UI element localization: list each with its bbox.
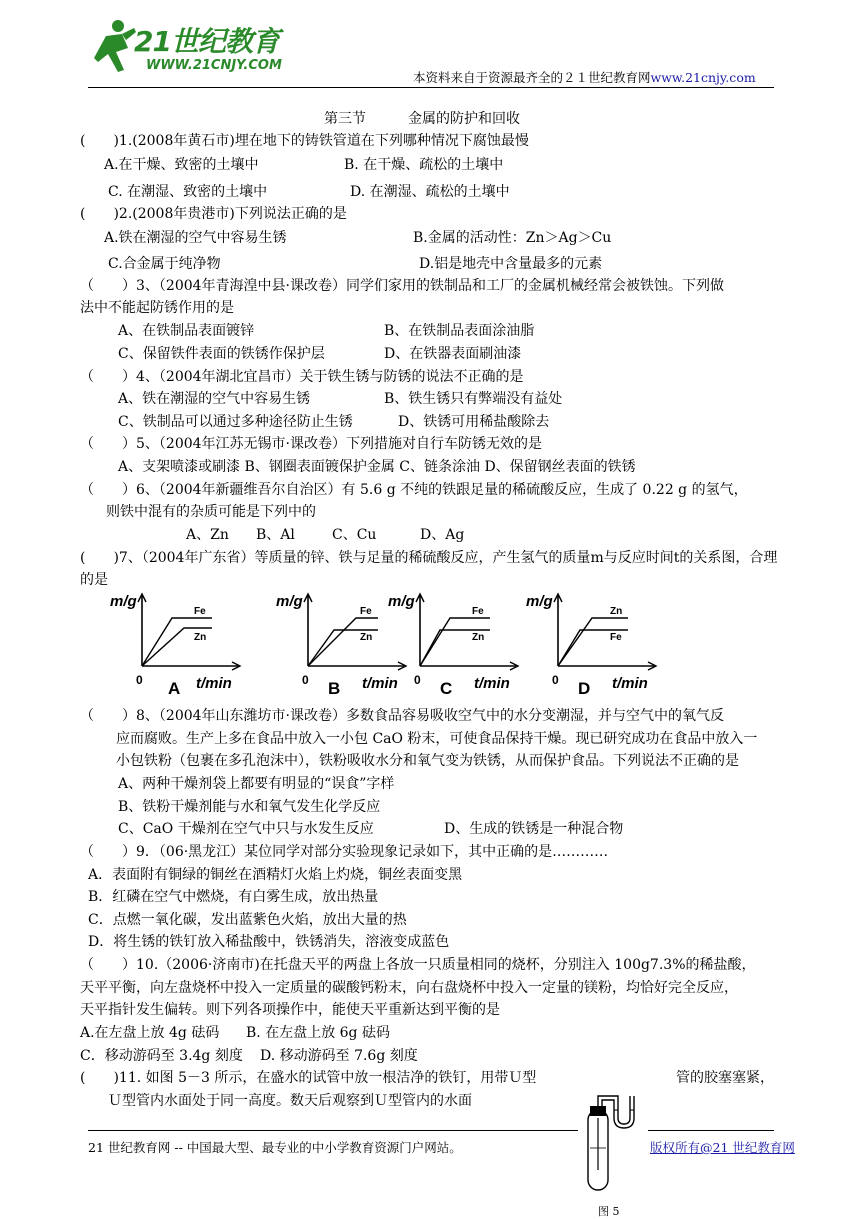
question-9-option-c: C．点燃一氧化碳，发出蓝紫色火焰，放出大量的热 [88, 912, 407, 928]
question-1-option-a: A.在干燥、致密的土壤中 [104, 157, 259, 173]
question-8-cont-2: 小包铁粉（包裹在多孔泡沫中），铁粉吸收水分和氧气变为铁锈，从而保护食品。下列说法不正确的是 [116, 753, 739, 769]
source-link[interactable]: www.21cnjy.com [650, 70, 756, 85]
origin-label: 0 [552, 673, 559, 687]
question-4-option-c: C、铁制品可以通过多种途径防止生锈 [118, 414, 353, 430]
question-3-option-b: B、在铁制品表面涂油脂 [384, 323, 535, 339]
series-label-lower: Zn [194, 632, 207, 643]
footer-copyright-link[interactable]: 版权所有@21 世纪教育网 [650, 1140, 795, 1155]
series-label-lower: Fe [610, 632, 622, 643]
question-3-option-d: D、在铁器表面刷油漆 [384, 346, 522, 362]
footer-text: 21 世纪教育网 -- 中国最大型、最专业的中小学教育资源门户网站。 [88, 1140, 462, 1155]
question-11-tail: 管的胶塞塞紧， [676, 1070, 774, 1086]
question-7-cont: 的是 [80, 572, 108, 588]
u-tube-figure [578, 1088, 658, 1216]
header-note-text: 本资料来自于资源最齐全的２１世纪教育网 [413, 70, 651, 85]
question-6-option-d: D、Ag [420, 527, 465, 543]
graph-d [518, 588, 658, 700]
y-axis-label: m/g [110, 593, 137, 610]
question-3: （ ）3、（2004年青海湟中县·课改卷）同学们家用的铁制品和工厂的金属机械经常会被铁蚀。下列做 [80, 278, 724, 294]
question-1: ( )1.(2008年黄石市)埋在地下的铸铁管道在下列哪种情况下腐蚀最慢 [80, 133, 529, 149]
question-4-option-b: B、铁生锈只有弊端没有益处 [384, 391, 563, 407]
origin-label: 0 [414, 673, 421, 687]
question-5-options: A、支架喷漆或刷漆 B、钢圈表面镀保护金属 C、链条涂油 D、保留钢丝表面的铁锈 [118, 459, 636, 475]
question-9-option-a: A．表面附有铜绿的铜丝在酒精灯火焰上灼烧，铜丝表面变黑 [88, 867, 463, 883]
x-axis-label: t/min [362, 675, 398, 692]
series-label-lower: Zn [360, 632, 373, 643]
question-6-option-a: A、Zn [186, 527, 229, 543]
series-label-upper: Fe [472, 606, 484, 617]
question-3-option-a: A、在铁制品表面镀锌 [118, 323, 255, 339]
question-8-option-b: B、铁粉干燥剂能与水和氧气发生化学反应 [118, 799, 381, 815]
logo-brand: 21世纪教育 [134, 25, 279, 58]
footer-divider-right [648, 1130, 774, 1131]
question-6-option-c: C、Cu [332, 527, 377, 543]
logo-url: WWW.21CNJY.COM [146, 58, 282, 73]
header-note [413, 68, 756, 86]
question-2-option-c: C.合金属于纯净物 [108, 256, 221, 272]
site-logo [88, 14, 288, 84]
question-8-cont-1: 应而腐败。生产上多在食品中放入一小包 CaO 粉末，可使食品保持干燥。现已研究成功在食品中放入一 [116, 731, 758, 747]
y-axis-label: m/g [388, 593, 415, 610]
figure-caption: 图 5 [598, 1205, 620, 1218]
question-10-option-b: B. 在左盘上放 6g 砝码 [246, 1025, 390, 1041]
question-2-option-d: D.铝是地壳中含量最多的元素 [419, 256, 603, 272]
origin-label: 0 [136, 673, 143, 687]
question-11-cont: Ｕ型管内水面处于同一高度。数天后观察到Ｕ型管内的水面 [108, 1093, 472, 1109]
question-4: （ ）4、（2004年湖北宜昌市）关于铁生锈与防锈的说法不正确的是 [80, 369, 524, 385]
graph-a [102, 588, 242, 700]
question-11: ( )11. 如图 5－3 所示，在盛水的试管中放一根洁净的铁钉，用带Ｕ型 [80, 1070, 537, 1086]
question-6-cont: 则铁中混有的杂质可能是下列中的 [106, 504, 316, 520]
question-3-option-c: C、保留铁件表面的铁锈作保护层 [118, 346, 325, 362]
series-label-upper: Fe [194, 606, 206, 617]
graph-option-label: B [328, 679, 341, 698]
question-8-option-c: C、CaO 干燥剂在空气中只与水发生反应 [118, 821, 374, 837]
question-10-option-c: C．移动游码至 3.4g 刻度 [80, 1048, 243, 1064]
graph-c [380, 588, 520, 700]
question-8-option-a: A、两种干燥剂袋上都要有明显的“误食”字样 [118, 776, 395, 792]
graph-option-label: C [440, 679, 453, 698]
question-1-option-d: D. 在潮湿、疏松的土壤中 [350, 184, 510, 200]
question-2-option-a: A.铁在潮湿的空气中容易生锈 [104, 230, 287, 246]
question-4-option-a: A、铁在潮湿的空气中容易生锈 [118, 391, 311, 407]
graph-option-label: D [578, 679, 591, 698]
origin-label: 0 [302, 673, 309, 687]
x-axis-label: t/min [474, 675, 510, 692]
question-3-cont: 法中不能起防锈作用的是 [80, 300, 234, 316]
runner-logo-icon [88, 18, 138, 80]
question-1-option-c: C. 在潮湿、致密的土壤中 [108, 184, 268, 200]
series-label-lower: Zn [472, 632, 485, 643]
question-6-option-b: B、Al [256, 527, 295, 543]
x-axis-label: t/min [612, 675, 648, 692]
series-label-upper: Zn [610, 606, 623, 617]
footer-divider [88, 1130, 578, 1131]
question-2-option-b: B.金属的活动性：Zn＞Ag＞Cu [413, 230, 612, 246]
question-6: （ ）6、（2004年新疆维吾尔自治区）有 5.6 g 不纯的铁跟足量的稀硫酸反应，生成了 0.22 g 的氢气， [80, 482, 748, 498]
header-divider [88, 87, 774, 88]
question-10-cont-1: 天平平衡，向左盘烧杯中投入一定质量的碳酸钙粉末，向右盘烧杯中投入一定量的镁粉，均恰好完全反应， [80, 980, 738, 996]
series-label-upper: Fe [360, 606, 372, 617]
question-10-cont-2: 天平指针发生偏转。则下列各项操作中，能使天平重新达到平衡的是 [80, 1002, 500, 1018]
question-10-option-a: A.在左盘上放 4g 砝码 [80, 1025, 220, 1041]
question-5: （ ）5、（2004年江苏无锡市·课改卷）下列措施对自行车防锈无效的是 [80, 436, 542, 452]
y-axis-label: m/g [526, 593, 553, 610]
question-8-option-d: D、生成的铁锈是一种混合物 [444, 821, 624, 837]
question-1-option-b: B. 在干燥、疏松的土壤中 [344, 157, 504, 173]
question-9: （ ）9．（06·黑龙江）某位同学对部分实验现象记录如下，其中正确的是………… [80, 844, 609, 860]
question-9-option-d: D．将生锈的铁钉放入稀盐酸中，铁锈消失，溶液变成蓝色 [88, 934, 450, 950]
question-7: ( )7、（2004年广东省）等质量的锌、铁与足量的稀硫酸反应，产生氢气的质量m与反应时间t的关系图，合理 [80, 550, 778, 566]
question-8: （ ）8、（2004年山东潍坊市·课改卷）多数食品容易吸收空气中的水分变潮湿，并与空气中的氧气反 [80, 708, 724, 724]
y-axis-label: m/g [276, 593, 303, 610]
question-2: ( )2.(2008年贵港市)下列说法正确的是 [80, 206, 347, 222]
question-10-option-d: D. 移动游码至 7.6g 刻度 [260, 1048, 418, 1064]
question-9-option-b: B．红磷在空气中燃烧，有白雾生成，放出热量 [88, 889, 379, 905]
graph-option-label: A [168, 679, 181, 698]
question-10: （ ）10.（2006·济南市)在托盘天平的两盘上各放一只质量相同的烧杯，分别注入 100g7.3%的稀盐酸， [80, 957, 756, 973]
page-title: 第三节 金属的防护和回收 [324, 111, 520, 127]
question-4-option-d: D、铁锈可用稀盐酸除去 [398, 414, 550, 430]
x-axis-label: t/min [196, 675, 232, 692]
